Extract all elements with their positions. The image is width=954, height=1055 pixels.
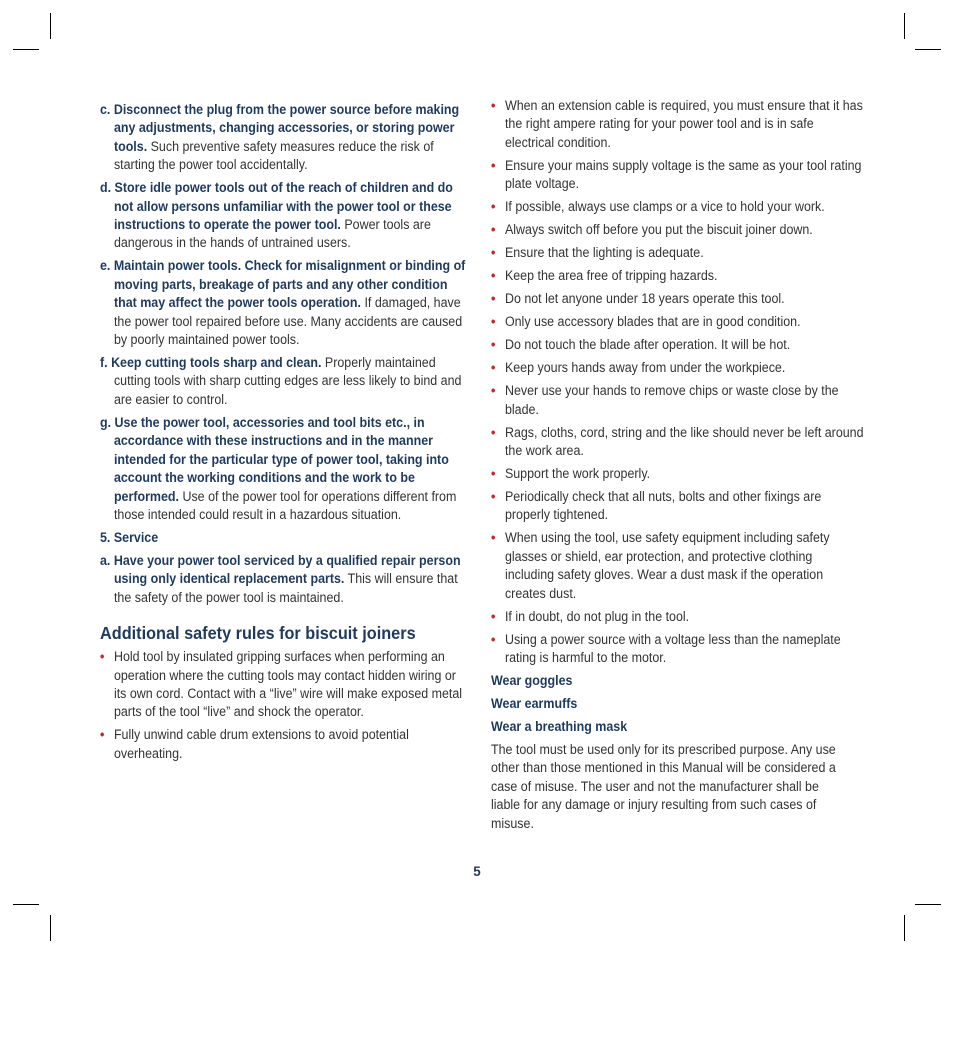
list-item: • Rags, cloths, cord, string and the like should never be left around the work area.: [491, 424, 864, 459]
bullet-icon: •: [491, 157, 496, 173]
bullet-icon: •: [491, 631, 496, 647]
list-item: • Fully unwind cable drum extensions to avoid potential overheating.: [100, 727, 409, 761]
crop-mark: [50, 13, 51, 39]
rule-item: d. Store idle power tools out of the reach of children and do not allow persons unfamiliar with the power tool or these instructions to operate the power tool. Power tools are dangerous in the hands of untrained users.: [100, 180, 453, 251]
rule-item: c. Disconnect the plug from the power source before making any adjustments, changing accessories, or storing power tools. Such preventive safety measures reduce the risk of starting the power tool accidentally.: [100, 102, 460, 173]
bullet-icon: •: [491, 466, 496, 482]
bullet-icon: •: [491, 489, 496, 505]
list-item: • Ensure that the lighting is adequate.: [491, 244, 865, 262]
list-item: • Hold tool by insulated gripping surfaces when performing an operation where the cutting tools may contact hidden wiring or its own cord. Contact with a “live” wire will make exposed metal parts of the tool “live” and shock the operator.: [100, 649, 463, 720]
subheading: Wear a breathing mask: [491, 719, 628, 735]
bullet-icon: •: [491, 222, 496, 238]
subheading: Wear goggles: [491, 673, 573, 689]
list-item: • Keep the area free of tripping hazards.: [491, 267, 865, 285]
bullet-icon: •: [491, 383, 496, 399]
list-item: • Keep yours hands away from under the workpiece.: [491, 359, 865, 377]
bullet-icon: •: [491, 199, 496, 215]
rule-item: g. Use the power tool, accessories and tool bits etc., in accordance with these instructions and in the manner intended for the particular type of power tool, taking into account the working conditions and the work to be performed. Use of the power tool for operations different from those intended could result in a hazardous situation.: [100, 414, 457, 522]
list-item: • Ensure your mains supply voltage is the same as your tool rating plate voltage.: [491, 157, 862, 192]
bullet-icon: •: [491, 268, 496, 284]
list-item: • Only use accessory blades that are in good condition.: [491, 313, 865, 331]
subheading: Wear earmuffs: [491, 696, 578, 712]
left-column: [100, 101, 466, 768]
list-item: • Do not touch the blade after operation. It will be hot.: [491, 336, 865, 354]
list-item: • Always switch off before you put the biscuit joiner down.: [491, 221, 865, 239]
crop-mark: [904, 13, 905, 39]
right-column: [491, 97, 864, 833]
rule-item: e. Maintain power tools. Check for misalignment or binding of moving parts, breakage of parts and any other condition that may affect the power tools operation. If damaged, have the power tool repaired before use. Many accidents are caused by poorly maintained power tools.: [100, 258, 466, 348]
bullet-icon: •: [491, 291, 496, 307]
list-item: • Do not let anyone under 18 years operate this tool.: [491, 290, 865, 308]
list-item: • When using the tool, use safety equipment including safety glasses or shield, ear protection, and protective clothing including safety gloves. Wear a dust mask if the operation creates dust.: [491, 530, 830, 601]
bullet-icon: •: [491, 608, 496, 624]
list-item: • Support the work properly.: [491, 465, 865, 483]
bullet-icon: •: [491, 314, 496, 330]
list-item: • Periodically check that all nuts, bolts and other fixings are properly tightened.: [491, 489, 822, 523]
list-item: • Never use your hands to remove chips or waste close by the blade.: [491, 383, 839, 417]
crop-mark: [915, 904, 941, 905]
bullet-icon: •: [100, 649, 105, 665]
page-number: 5: [473, 864, 481, 879]
crop-mark: [13, 904, 39, 905]
section-heading: Additional safety rules for biscuit joiners: [100, 623, 416, 644]
section-title: 5. Service: [100, 529, 159, 545]
bullet-icon: •: [491, 245, 496, 261]
list-item: • Using a power source with a voltage less than the nameplate rating is harmful to the motor.: [491, 631, 841, 666]
crop-mark: [50, 915, 51, 941]
list-item: • If in doubt, do not plug in the tool.: [491, 608, 865, 626]
bullet-icon: •: [491, 360, 496, 376]
list-item: • When an extension cable is required, you must ensure that it has the right ampere rating for your power tool and is in safe electrical condition.: [491, 98, 863, 150]
rule-item: f. Keep cutting tools sharp and clean. Properly maintained cutting tools with sharp cutting edges are less likely to bind and are easier to control.: [100, 355, 462, 407]
bullet-icon: •: [100, 727, 105, 743]
bullet-icon: •: [491, 530, 496, 546]
crop-mark: [904, 915, 905, 941]
bullet-icon: •: [491, 98, 496, 113]
list-item: • If possible, always use clamps or a vice to hold your work.: [491, 198, 865, 216]
closing-paragraph: The tool must be used only for its prescribed purpose. Any use other than those mentioned in this Manual will be considered a case of misuse. The user and not the manufacturer shall be liable for any damage or injury resulting from such cases of misuse.: [491, 742, 836, 831]
bullet-icon: •: [491, 337, 496, 353]
bullet-list: [100, 648, 462, 763]
crop-mark: [13, 49, 39, 50]
bullet-icon: •: [491, 424, 496, 440]
rule-item: a. Have your power tool serviced by a qualified repair person using only identical replacement parts. This will ensure that the safety of the power tool is maintained.: [100, 552, 461, 605]
crop-mark: [915, 49, 941, 50]
bullet-list: [491, 97, 864, 667]
